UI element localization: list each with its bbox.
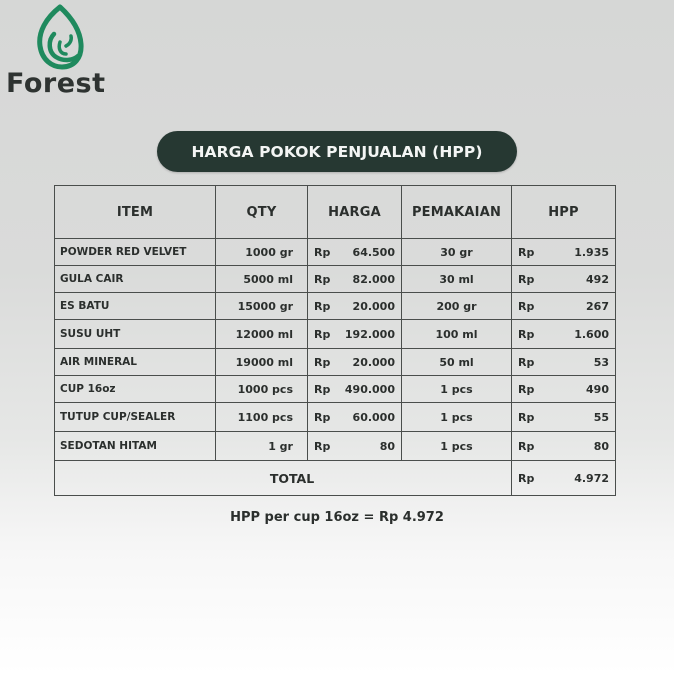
cell-item: TUTUP CUP/SEALER bbox=[55, 403, 216, 432]
cell-qty: 15000 gr bbox=[216, 293, 308, 320]
header-qty: QTY bbox=[216, 186, 308, 239]
cell-harga bbox=[308, 432, 402, 461]
cell-hpp bbox=[512, 293, 616, 320]
hpp-table bbox=[54, 185, 616, 496]
hpp-value: 80 bbox=[593, 439, 609, 453]
cell-item: ES BATU bbox=[55, 293, 216, 320]
table-row bbox=[55, 432, 616, 461]
hpp-value: 53 bbox=[593, 355, 609, 369]
total-value-cell bbox=[512, 461, 616, 496]
currency-label: Rp bbox=[314, 327, 331, 341]
cell-harga bbox=[308, 376, 402, 403]
hpp-value: 1.935 bbox=[574, 245, 609, 259]
currency-label: Rp bbox=[314, 272, 331, 286]
table-row bbox=[55, 266, 616, 293]
cell-qty: 1 gr bbox=[216, 432, 308, 461]
header-hpp: HPP bbox=[512, 186, 616, 239]
currency-label: Rp bbox=[518, 471, 535, 485]
cell-item: SEDOTAN HITAM bbox=[55, 432, 216, 461]
currency-label: Rp bbox=[518, 355, 535, 369]
cell-pemakaian: 1 pcs bbox=[402, 376, 512, 403]
currency-label: Rp bbox=[314, 245, 331, 259]
cell-item: AIR MINERAL bbox=[55, 349, 216, 376]
cell-pemakaian: 1 pcs bbox=[402, 403, 512, 432]
cell-qty: 12000 ml bbox=[216, 320, 308, 349]
cell-pemakaian: 30 ml bbox=[402, 266, 512, 293]
harga-value: 64.500 bbox=[352, 245, 395, 259]
cell-harga bbox=[308, 320, 402, 349]
cell-qty: 19000 ml bbox=[216, 349, 308, 376]
cell-qty: 1100 pcs bbox=[216, 403, 308, 432]
brand-logo bbox=[4, 2, 114, 102]
cell-item: GULA CAIR bbox=[55, 266, 216, 293]
page-title-text: HARGA POKOK PENJUALAN (HPP) bbox=[191, 142, 483, 161]
currency-label: Rp bbox=[314, 299, 331, 313]
cell-qty: 5000 ml bbox=[216, 266, 308, 293]
harga-value: 82.000 bbox=[352, 272, 395, 286]
cell-hpp bbox=[512, 376, 616, 403]
cell-item: SUSU UHT bbox=[55, 320, 216, 349]
currency-label: Rp bbox=[518, 245, 535, 259]
cell-pemakaian: 100 ml bbox=[402, 320, 512, 349]
cell-hpp bbox=[512, 349, 616, 376]
header-harga: HARGA bbox=[308, 186, 402, 239]
cell-qty: 1000 gr bbox=[216, 239, 308, 266]
hpp-value: 267 bbox=[586, 299, 609, 313]
currency-label: Rp bbox=[314, 410, 331, 424]
table-row bbox=[55, 239, 616, 266]
harga-value: 192.000 bbox=[344, 327, 395, 341]
currency-label: Rp bbox=[518, 410, 535, 424]
cell-hpp bbox=[512, 320, 616, 349]
currency-label: Rp bbox=[314, 355, 331, 369]
cell-hpp bbox=[512, 403, 616, 432]
cell-harga bbox=[308, 349, 402, 376]
total-row bbox=[55, 461, 616, 496]
currency-label: Rp bbox=[314, 382, 331, 396]
currency-label: Rp bbox=[518, 272, 535, 286]
table-row bbox=[55, 320, 616, 349]
cell-pemakaian: 200 gr bbox=[402, 293, 512, 320]
total-value: 4.972 bbox=[574, 471, 609, 485]
cell-hpp bbox=[512, 432, 616, 461]
currency-label: Rp bbox=[314, 439, 331, 453]
cell-harga bbox=[308, 266, 402, 293]
harga-value: 60.000 bbox=[352, 410, 395, 424]
currency-label: Rp bbox=[518, 382, 535, 396]
cell-item: CUP 16oz bbox=[55, 376, 216, 403]
cell-pemakaian: 1 pcs bbox=[402, 432, 512, 461]
cell-qty: 1000 pcs bbox=[216, 376, 308, 403]
total-label: TOTAL bbox=[55, 461, 512, 496]
harga-value: 490.000 bbox=[344, 382, 395, 396]
table-header-row bbox=[55, 186, 616, 239]
table-row bbox=[55, 376, 616, 403]
leaf-icon bbox=[34, 4, 86, 70]
page-title bbox=[157, 131, 517, 172]
header-item: ITEM bbox=[55, 186, 216, 239]
harga-value: 80 bbox=[379, 439, 395, 453]
table-row bbox=[55, 293, 616, 320]
table-row bbox=[55, 403, 616, 432]
hpp-value: 55 bbox=[593, 410, 609, 424]
cell-harga bbox=[308, 239, 402, 266]
cell-hpp bbox=[512, 266, 616, 293]
cell-hpp bbox=[512, 239, 616, 266]
cell-pemakaian: 50 ml bbox=[402, 349, 512, 376]
table-row bbox=[55, 349, 616, 376]
currency-label: Rp bbox=[518, 327, 535, 341]
cell-item: POWDER RED VELVET bbox=[55, 239, 216, 266]
cell-harga bbox=[308, 293, 402, 320]
hpp-value: 1.600 bbox=[574, 327, 609, 341]
harga-value: 20.000 bbox=[352, 299, 395, 313]
currency-label: Rp bbox=[518, 439, 535, 453]
hpp-value: 492 bbox=[586, 272, 609, 286]
header-pemakaian: PEMAKAIAN bbox=[402, 186, 512, 239]
brand-name: Forest bbox=[6, 68, 106, 99]
cell-pemakaian: 30 gr bbox=[402, 239, 512, 266]
currency-label: Rp bbox=[518, 299, 535, 313]
hpp-value: 490 bbox=[586, 382, 609, 396]
hpp-per-cup-note: HPP per cup 16oz = Rp 4.972 bbox=[230, 510, 444, 525]
harga-value: 20.000 bbox=[352, 355, 395, 369]
cell-harga bbox=[308, 403, 402, 432]
